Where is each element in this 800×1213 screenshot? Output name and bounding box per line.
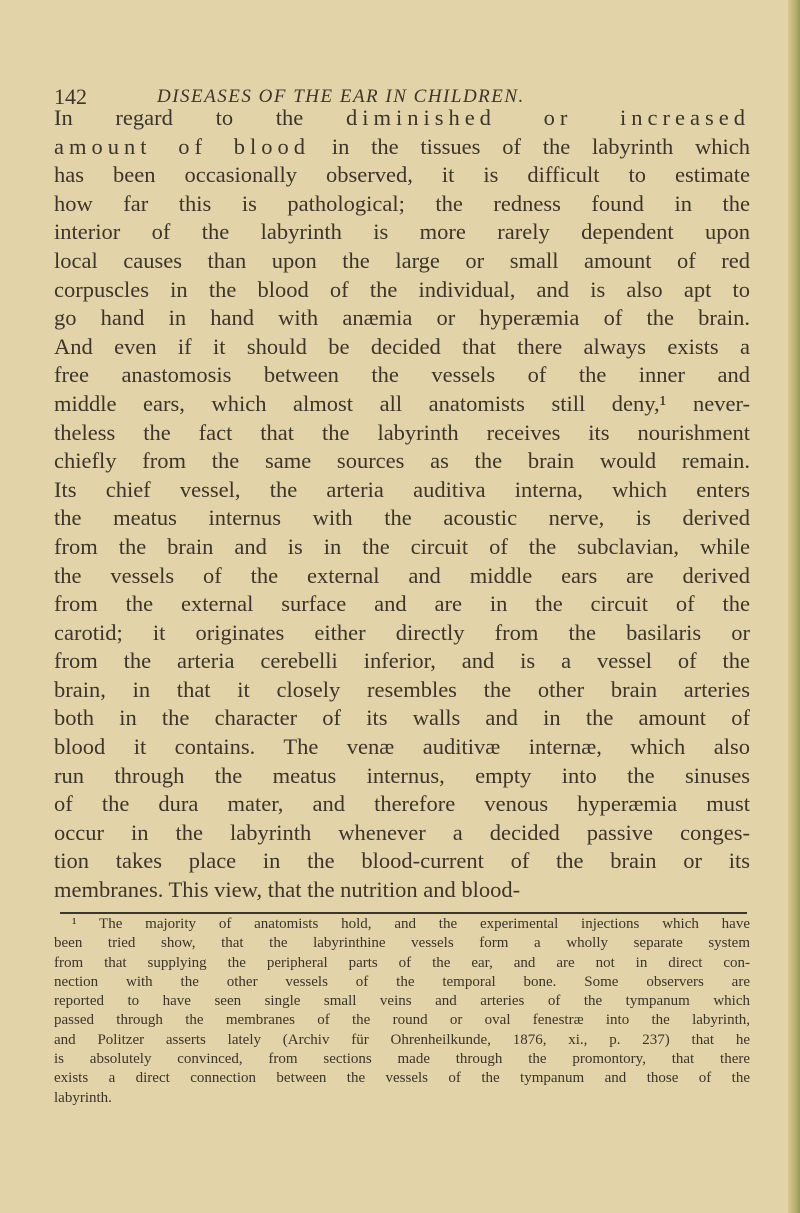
body-line: interior of the labyrinth is more rarely dependent upon	[54, 219, 750, 245]
body-line: the meatus internus with the acoustic nerve, is derived	[54, 505, 750, 531]
body-line: tion takes place in the blood-current of the brain or its	[54, 848, 750, 874]
body-line: corpuscles in the blood of the individual, and is also apt to	[54, 276, 750, 302]
page-edge	[788, 0, 800, 1213]
body-line: go hand in hand with anæmia or hyperæmia of the brain.	[54, 305, 750, 331]
footnote-rule	[60, 912, 747, 914]
body-line: has been occasionally observed, it is difficult to estimate	[54, 162, 750, 188]
body-line: brain, in that it closely resembles the other brain arteries	[54, 676, 750, 702]
footnote-line: ¹ The majority of anatomists hold, and the experimental injections which have	[72, 916, 750, 932]
line-text: in the tissues of the labyrinth which	[310, 133, 751, 159]
spaced-text: amount of blood	[54, 133, 311, 159]
footnote-line: been tried show, that the labyrinthine vessels form a wholly separate system	[54, 935, 750, 952]
body-line: from the arteria cerebelli inferior, and is a vessel of the	[54, 648, 750, 674]
footnote-line: from that supplying the peripheral parts of the ear, and are not in direct con-	[54, 954, 750, 971]
body-line: free anastomosis between the vessels of the inner and	[54, 362, 750, 388]
footnote	[54, 915, 750, 1108]
footnote-line: nection with the other vessels of the temporal bone. Some observers are	[54, 973, 750, 990]
body-line	[54, 133, 750, 162]
body-line: occur in the labyrinth whenever a decided passive conges-	[54, 819, 750, 845]
body-line: blood it contains. The venæ auditivæ internæ, which also	[54, 734, 750, 760]
body-line: both in the character of its walls and in the amount of	[54, 705, 750, 731]
footnote-line: reported to have seen single small veins and arteries of the tympanum which	[54, 993, 750, 1010]
line-text: In regard to the	[54, 105, 346, 130]
body-line: of the dura mater, and therefore venous hyperæmia must	[54, 791, 750, 817]
body-line: membranes. This view, that the nutrition and blood-	[54, 877, 521, 903]
body-line: the vessels of the external and middle ears are derived	[54, 562, 750, 588]
footnote-line: passed through the membranes of the round or oval fenestræ into the labyrinth,	[54, 1012, 750, 1029]
footnote-line: is absolutely convinced, from sections made through the promontory, that there	[54, 1051, 750, 1068]
body-line: from the external surface and are in the circuit of the	[54, 591, 750, 617]
body-line: from the brain and is in the circuit of the subclavian, while	[54, 533, 750, 559]
body-text	[54, 104, 750, 905]
body-line: And even if it should be decided that there always exists a	[54, 333, 750, 359]
spaced-text: diminished or increased	[345, 105, 750, 130]
footnote-line: and Politzer asserts lately (Archiv für Ohrenheilkunde, 1876, xi., p. 237) that he	[54, 1031, 750, 1048]
body-line: local causes than upon the large or small amount of red	[54, 247, 750, 273]
body-line: run through the meatus internus, empty into the sinuses	[54, 762, 750, 788]
footnote-line: labyrinth.	[54, 1089, 112, 1106]
page-number: 142	[54, 84, 87, 109]
body-line: chiefly from the same sources as the brain would remain.	[54, 448, 750, 474]
body-line: Its chief vessel, the arteria auditiva interna, which enters	[54, 476, 750, 502]
body-line: theless the fact that the labyrinth receives its nourishment	[54, 419, 750, 445]
footnote-line: exists a direct connection between the vessels of the tympanum and those of the	[54, 1070, 750, 1087]
running-title: DISEASES OF THE EAR IN CHILDREN.	[157, 86, 525, 107]
body-line: carotid; it originates either directly from the basilaris or	[54, 619, 750, 645]
body-line	[54, 104, 750, 133]
body-line: middle ears, which almost all anatomists still deny,¹ never-	[54, 390, 750, 416]
body-line: how far this is pathological; the redness found in the	[54, 190, 750, 216]
